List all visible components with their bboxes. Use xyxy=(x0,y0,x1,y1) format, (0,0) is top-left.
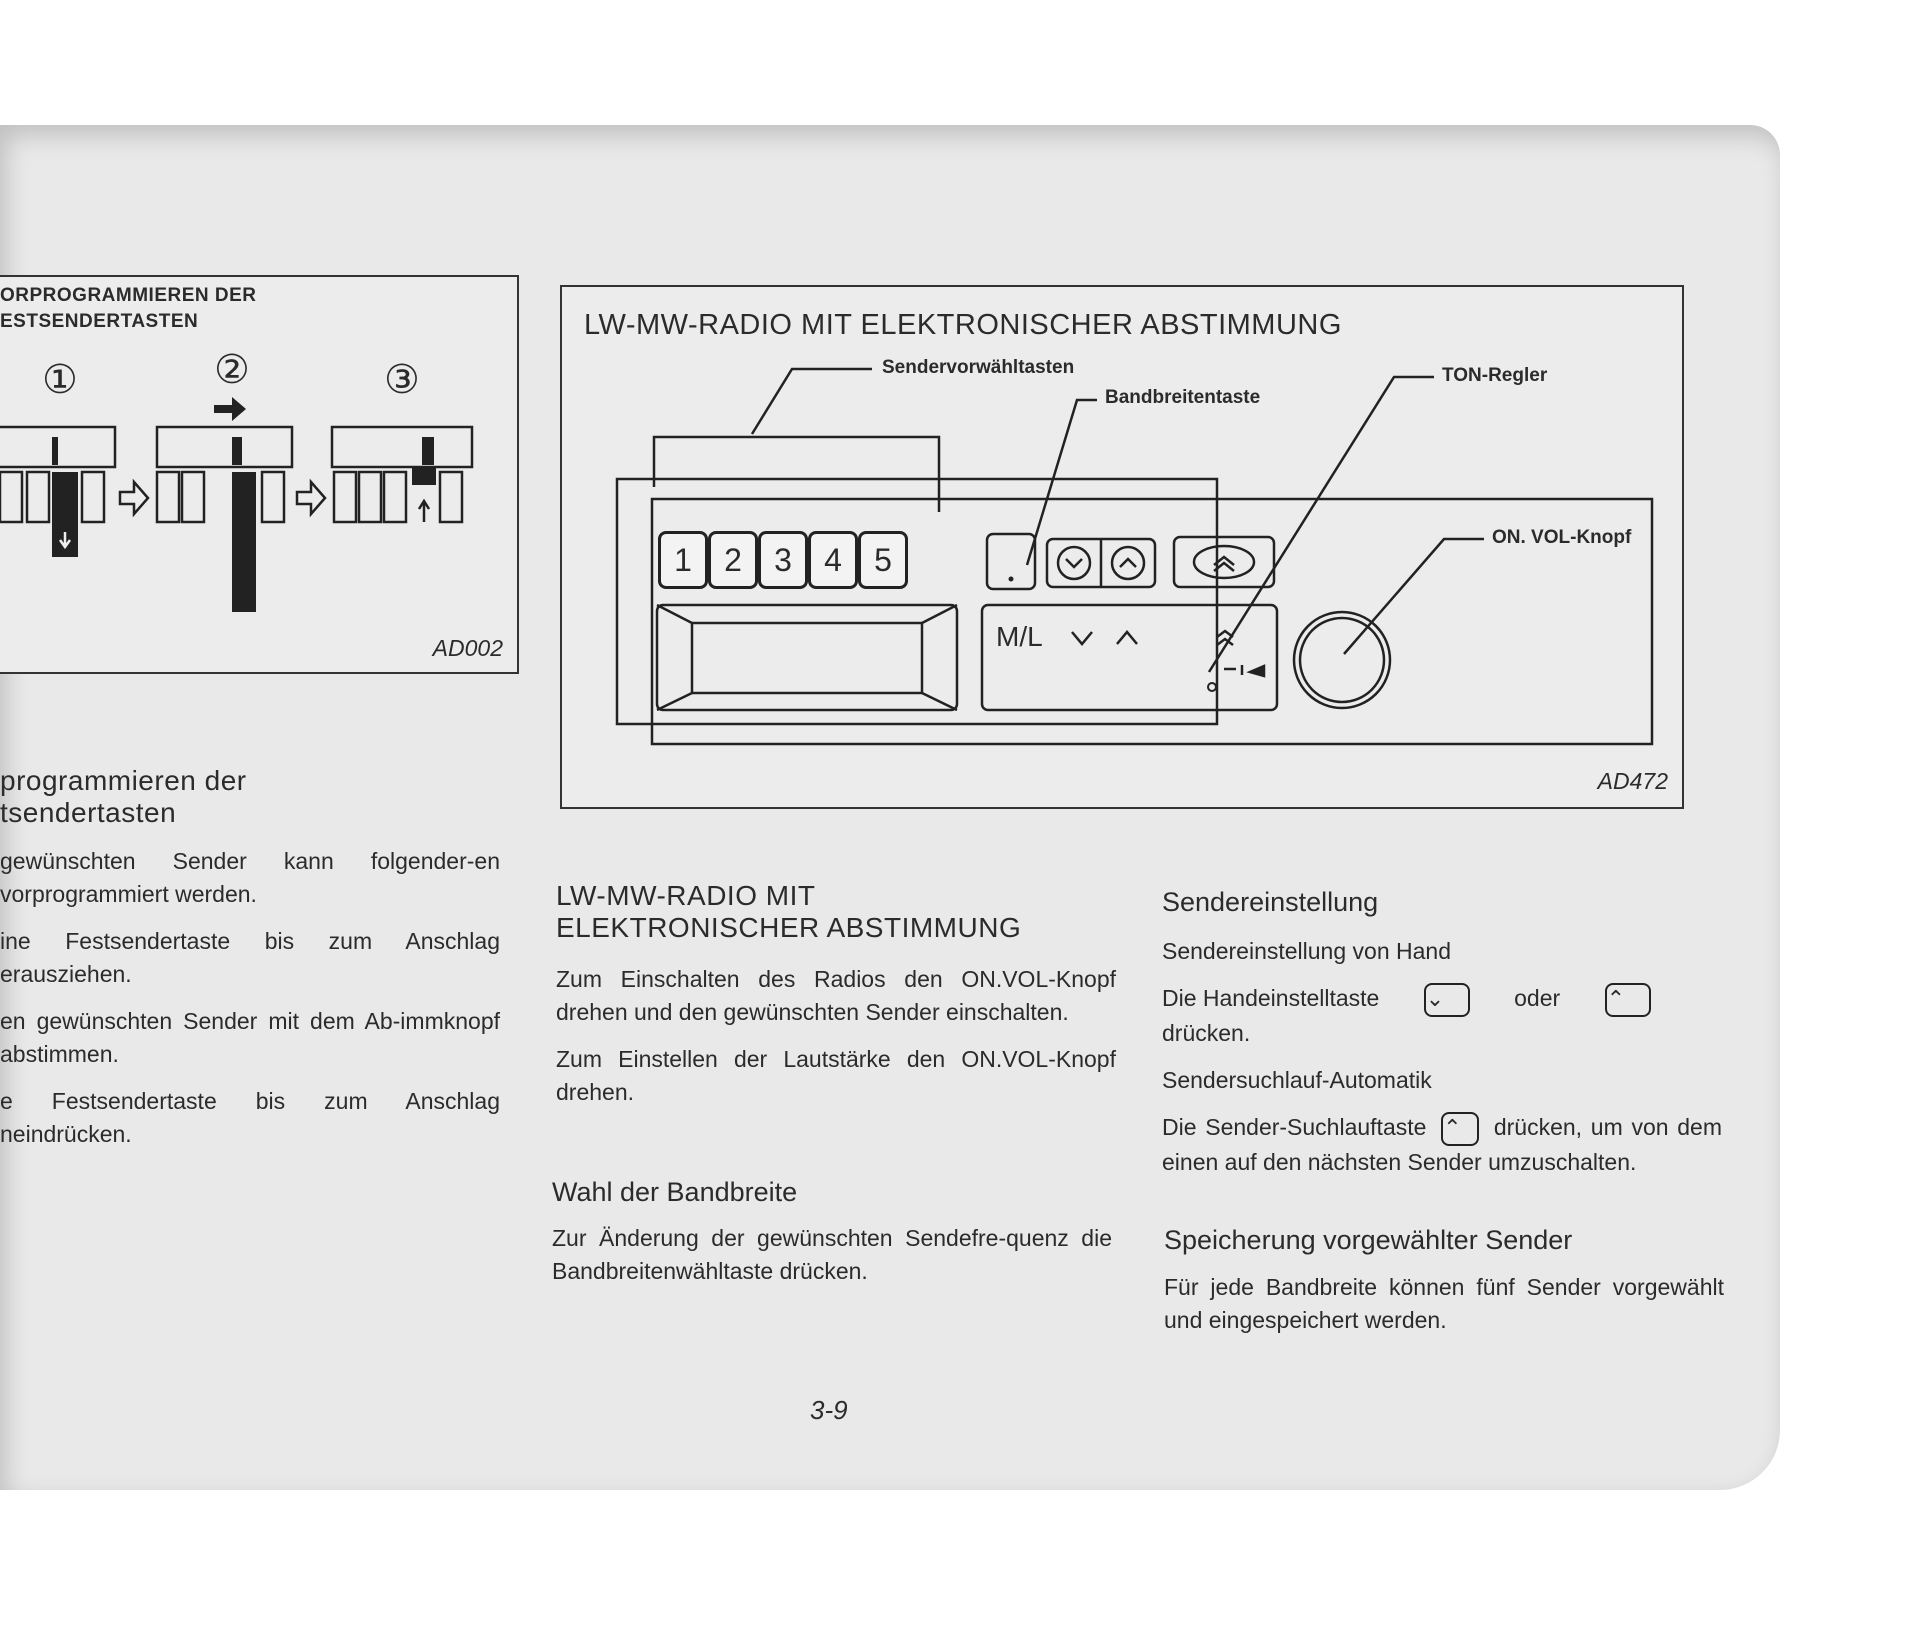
manual-text-after: drücken. xyxy=(1162,1019,1251,1046)
left-figure-title xyxy=(0,283,257,335)
tuning-heading: Sendereinstellung xyxy=(1162,887,1379,917)
label-tone-control: TON-Regler xyxy=(1442,365,1548,386)
left-figure-title-line1: ORPROGRAMMIEREN DER xyxy=(0,285,257,306)
label-volume-knob: ON. VOL-Knopf xyxy=(1492,527,1632,548)
left-column-heading xyxy=(0,765,500,829)
manual-page xyxy=(0,125,1780,1490)
band-indicator-text: M/L xyxy=(996,621,1043,652)
middle-paragraph-3: Zur Änderung der gewünschten Sendefre-quenz die Bandbreitenwähltaste drücken. xyxy=(552,1225,1112,1284)
seek-text-before: Die Sender-Suchlauftaste xyxy=(1162,1113,1427,1140)
preset-key-2: 2 xyxy=(708,531,758,589)
bandwidth-paragraph xyxy=(552,1222,1112,1302)
manual-text-mid: oder xyxy=(1514,985,1561,1011)
right-paragraph-final: Für jede Bandbreite können fünf Sender vorgewählt und eingespeichert werden. xyxy=(1164,1274,1724,1333)
middle-heading-line1: LW-MW-RADIO MIT xyxy=(556,880,816,911)
preset-key-4: 4 xyxy=(808,531,858,589)
page-number: 3-9 xyxy=(810,1395,848,1425)
preset-storage-heading: Speicherung vorgewählter Sender xyxy=(1164,1225,1573,1255)
middle-paragraph-2: Zum Einstellen der Lautstärke den ON.VOL-Knopf drehen. xyxy=(556,1046,1116,1105)
seek-text-after: drücken, um von dem einen auf den nächsten Sender umzuschalten. xyxy=(1162,1113,1722,1175)
seek-key-icon: ⌃ xyxy=(1441,1112,1479,1146)
radio-figure xyxy=(560,285,1684,809)
radio-figure-title: LW-MW-RADIO MIT ELEKTRONISCHER ABSTIMMUNG xyxy=(584,309,1342,341)
left-figure-code: AD002 xyxy=(432,635,503,661)
label-bandwidth-key: Bandbreitentaste xyxy=(1105,387,1261,408)
manual-tuning-subheading: Sendereinstellung von Hand xyxy=(1162,938,1451,964)
manual-text-before: Die Handeinstelltaste xyxy=(1162,985,1380,1011)
tune-up-key-icon: ⌃ xyxy=(1605,983,1651,1017)
preset-key-5: 5 xyxy=(858,531,908,589)
left-heading-line1: programmieren der xyxy=(0,765,247,796)
step-2-marker: ② xyxy=(214,348,250,392)
step-3-marker: ③ xyxy=(384,358,420,402)
left-paragraph-4: e Festsendertaste bis zum Anschlag neindrücken. xyxy=(0,1088,500,1147)
left-figure-title-line2: ESTSENDERTASTEN xyxy=(0,311,199,332)
label-preset-keys: Sendervorwähltasten xyxy=(882,357,1075,378)
preset-storage-paragraph xyxy=(1164,1271,1724,1351)
left-heading-line2: tsendertasten xyxy=(0,797,177,828)
seek-paragraph xyxy=(1162,1111,1722,1179)
step-1-marker: ① xyxy=(42,358,78,402)
right-column-text xyxy=(1162,935,1722,1193)
seek-subheading: Sendersuchlauf-Automatik xyxy=(1162,1066,1432,1093)
left-paragraph-2: ine Festsendertaste bis zum Anschlag erausziehen. xyxy=(0,928,500,987)
middle-column-heading xyxy=(556,880,1116,944)
left-figure xyxy=(0,275,519,674)
preset-steps-illustration xyxy=(0,397,512,627)
left-column-text xyxy=(0,845,500,1165)
middle-heading-line2: ELEKTRONISCHER ABSTIMMUNG xyxy=(556,912,1022,943)
left-paragraph-1: gewünschten Sender kann folgender-en vorprogrammiert werden. xyxy=(0,848,500,907)
left-paragraph-3: en gewünschten Sender mit dem Ab-immknopf abstimmen. xyxy=(0,1008,500,1067)
tune-down-key-icon: ⌄ xyxy=(1424,983,1470,1017)
preset-key-3: 3 xyxy=(758,531,808,589)
radio-figure-code: AD472 xyxy=(1597,768,1668,794)
preset-key-1: 1 xyxy=(658,531,708,589)
middle-paragraph-1: Zum Einschalten des Radios den ON.VOL-Knopf drehen und den gewünschten Sender einschalten. xyxy=(556,966,1116,1025)
manual-tuning-paragraph xyxy=(1162,982,1722,1050)
middle-column-text xyxy=(556,963,1116,1123)
bandwidth-heading: Wahl der Bandbreite xyxy=(552,1177,798,1207)
